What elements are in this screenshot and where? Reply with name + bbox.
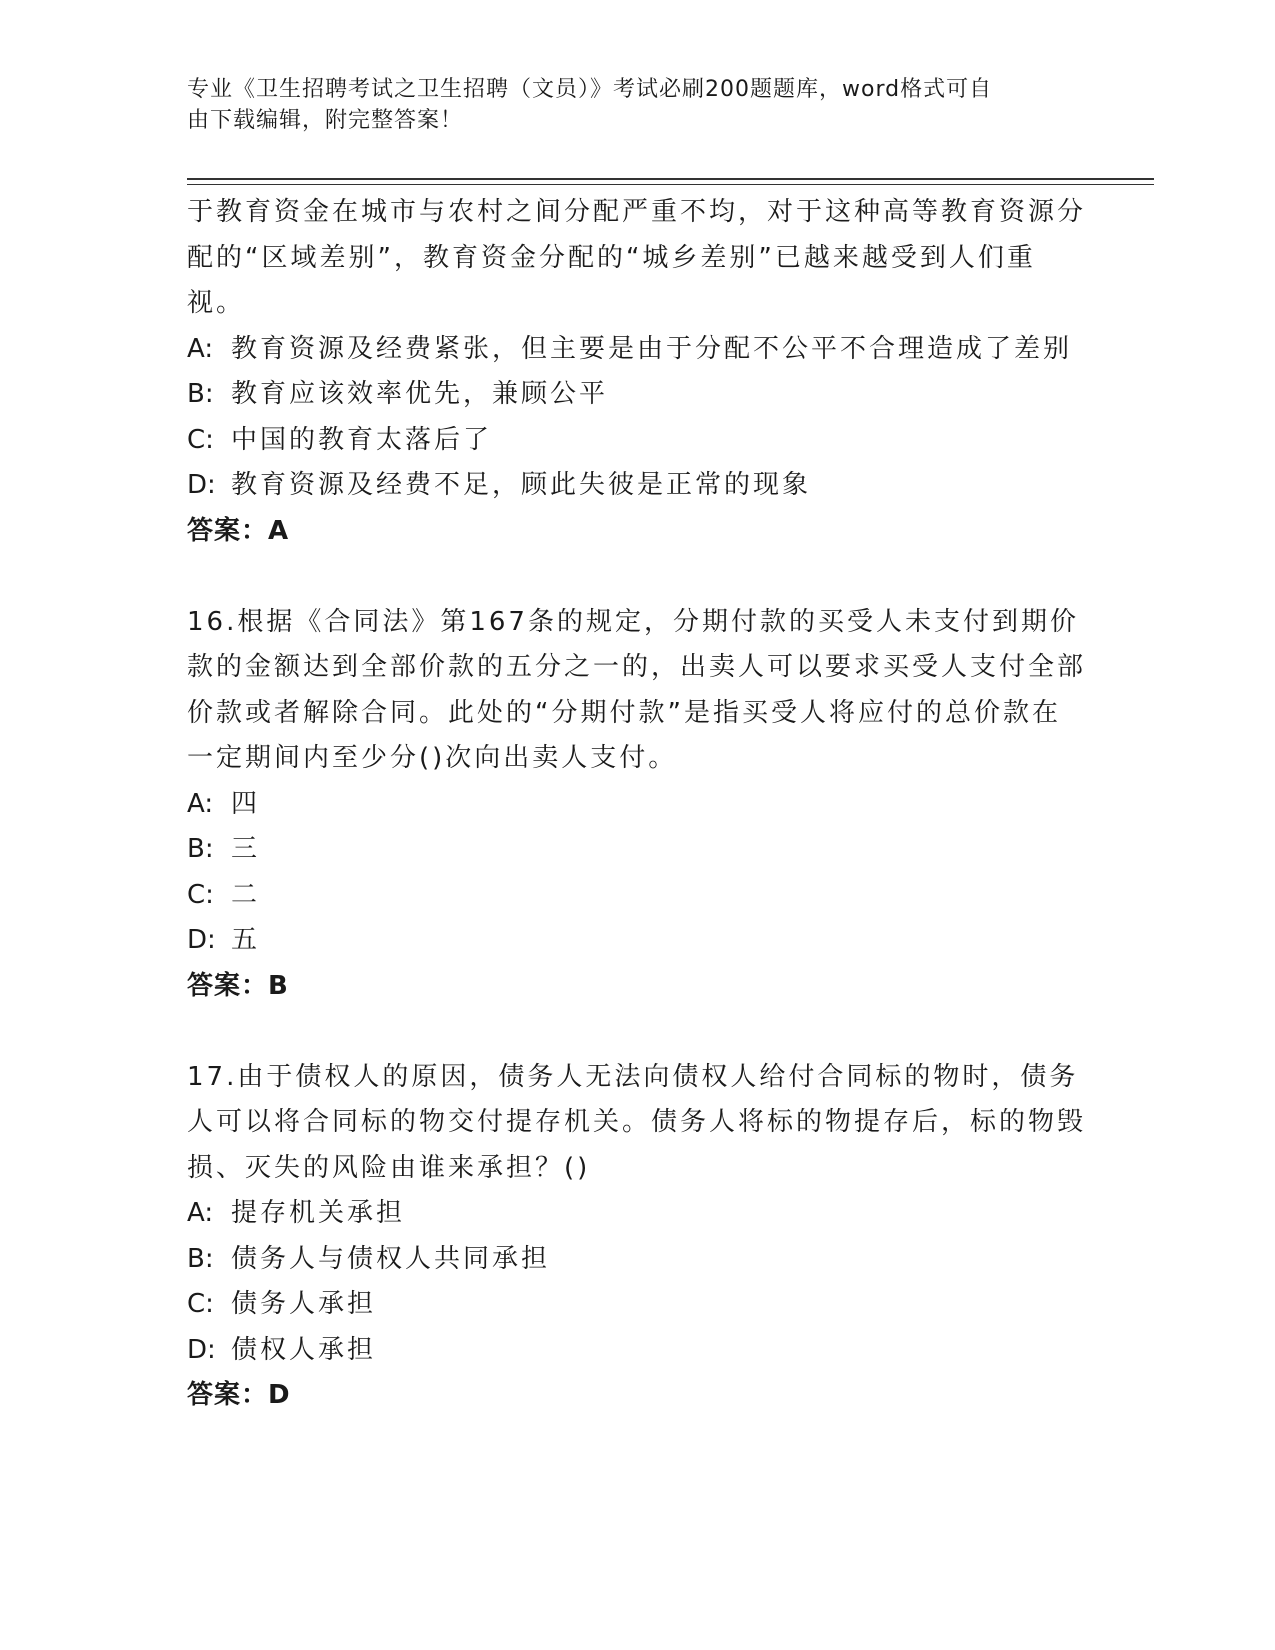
option-key: C: — [187, 879, 214, 910]
answer-line: 答案：A — [187, 515, 290, 546]
option-key: B: — [187, 1243, 214, 1274]
option-a — [187, 1191, 1087, 1237]
option-c — [187, 873, 1087, 919]
option-key: D: — [187, 470, 216, 500]
answer-line: 答案：B — [187, 970, 289, 1001]
question-list — [187, 190, 1087, 1419]
option-text: 提存机关承担 — [231, 1198, 406, 1228]
option-d — [187, 918, 1087, 964]
option-a — [187, 327, 1087, 373]
option-b — [187, 1237, 1087, 1283]
option-text: 教育资源及经费不足，顾此失彼是正常的现象 — [231, 470, 812, 500]
option-text: 债务人与债权人共同承担 — [231, 1243, 551, 1274]
option-key: A: — [187, 333, 214, 364]
option-key: D: — [187, 925, 216, 955]
option-c — [187, 1282, 1087, 1328]
option-d — [187, 1328, 1087, 1374]
answer-line: 答案：D — [187, 1380, 291, 1410]
option-c — [187, 418, 1087, 464]
question-stem: 于教育资金在城市与农村之间分配严重不均，对于这种高等教育资源分配的“区域差别”，教育资金分配的“城乡差别”已越来越受到人们重视。 — [187, 197, 1087, 318]
option-key: D: — [187, 1334, 216, 1365]
option-text: 五 — [231, 925, 261, 955]
question-16 — [187, 600, 1087, 1010]
spacer — [187, 1009, 1087, 1055]
option-b — [187, 827, 1087, 873]
option-a — [187, 782, 1087, 828]
option-b — [187, 372, 1087, 418]
option-text: 二 — [231, 879, 261, 910]
header-line-2: 由下载编辑，附完整答案！ — [187, 108, 464, 133]
option-text: 债权人承担 — [231, 1334, 377, 1365]
option-key: A: — [187, 1198, 214, 1228]
question-17 — [187, 1055, 1087, 1419]
option-text: 教育应该效率优先，兼顾公平 — [231, 379, 609, 409]
spacer — [187, 554, 1087, 600]
option-text: 四 — [231, 788, 261, 819]
option-key: B: — [187, 834, 214, 864]
header-line-1: 专业《卫生招聘考试之卫生招聘（文员）》考试必刷200题题库，word格式可自 — [187, 77, 993, 102]
option-key: C: — [187, 1289, 214, 1319]
option-text: 中国的教育太落后了 — [231, 424, 493, 455]
option-d — [187, 463, 1087, 509]
option-text: 教育资源及经费紧张，但主要是由于分配不公平不合理造成了差别 — [231, 333, 1073, 364]
question-15 — [187, 190, 1087, 554]
question-stem: 17.由于债权人的原因，债务人无法向债权人给付合同标的物时，债务人可以将合同标的物交付提存机关。债务人将标的物提存后，标的物毁损、灭失的风险由谁来承担？() — [187, 1061, 1087, 1183]
option-text: 三 — [231, 834, 261, 864]
option-text: 债务人承担 — [231, 1289, 377, 1319]
option-key: B: — [187, 379, 214, 409]
option-key: C: — [187, 424, 214, 455]
document-header — [187, 74, 1067, 136]
header-divider — [187, 178, 1154, 185]
option-key: A: — [187, 788, 214, 819]
question-stem: 16.根据《合同法》第167条的规定，分期付款的买受人未支付到期价款的金额达到全部价款的五分之一的，出卖人可以要求买受人支付全部价款或者解除合同。此处的“分期付款”是指买受人将应付的总价款在一定期间内至少分()次向出卖人支付。 — [187, 606, 1087, 773]
